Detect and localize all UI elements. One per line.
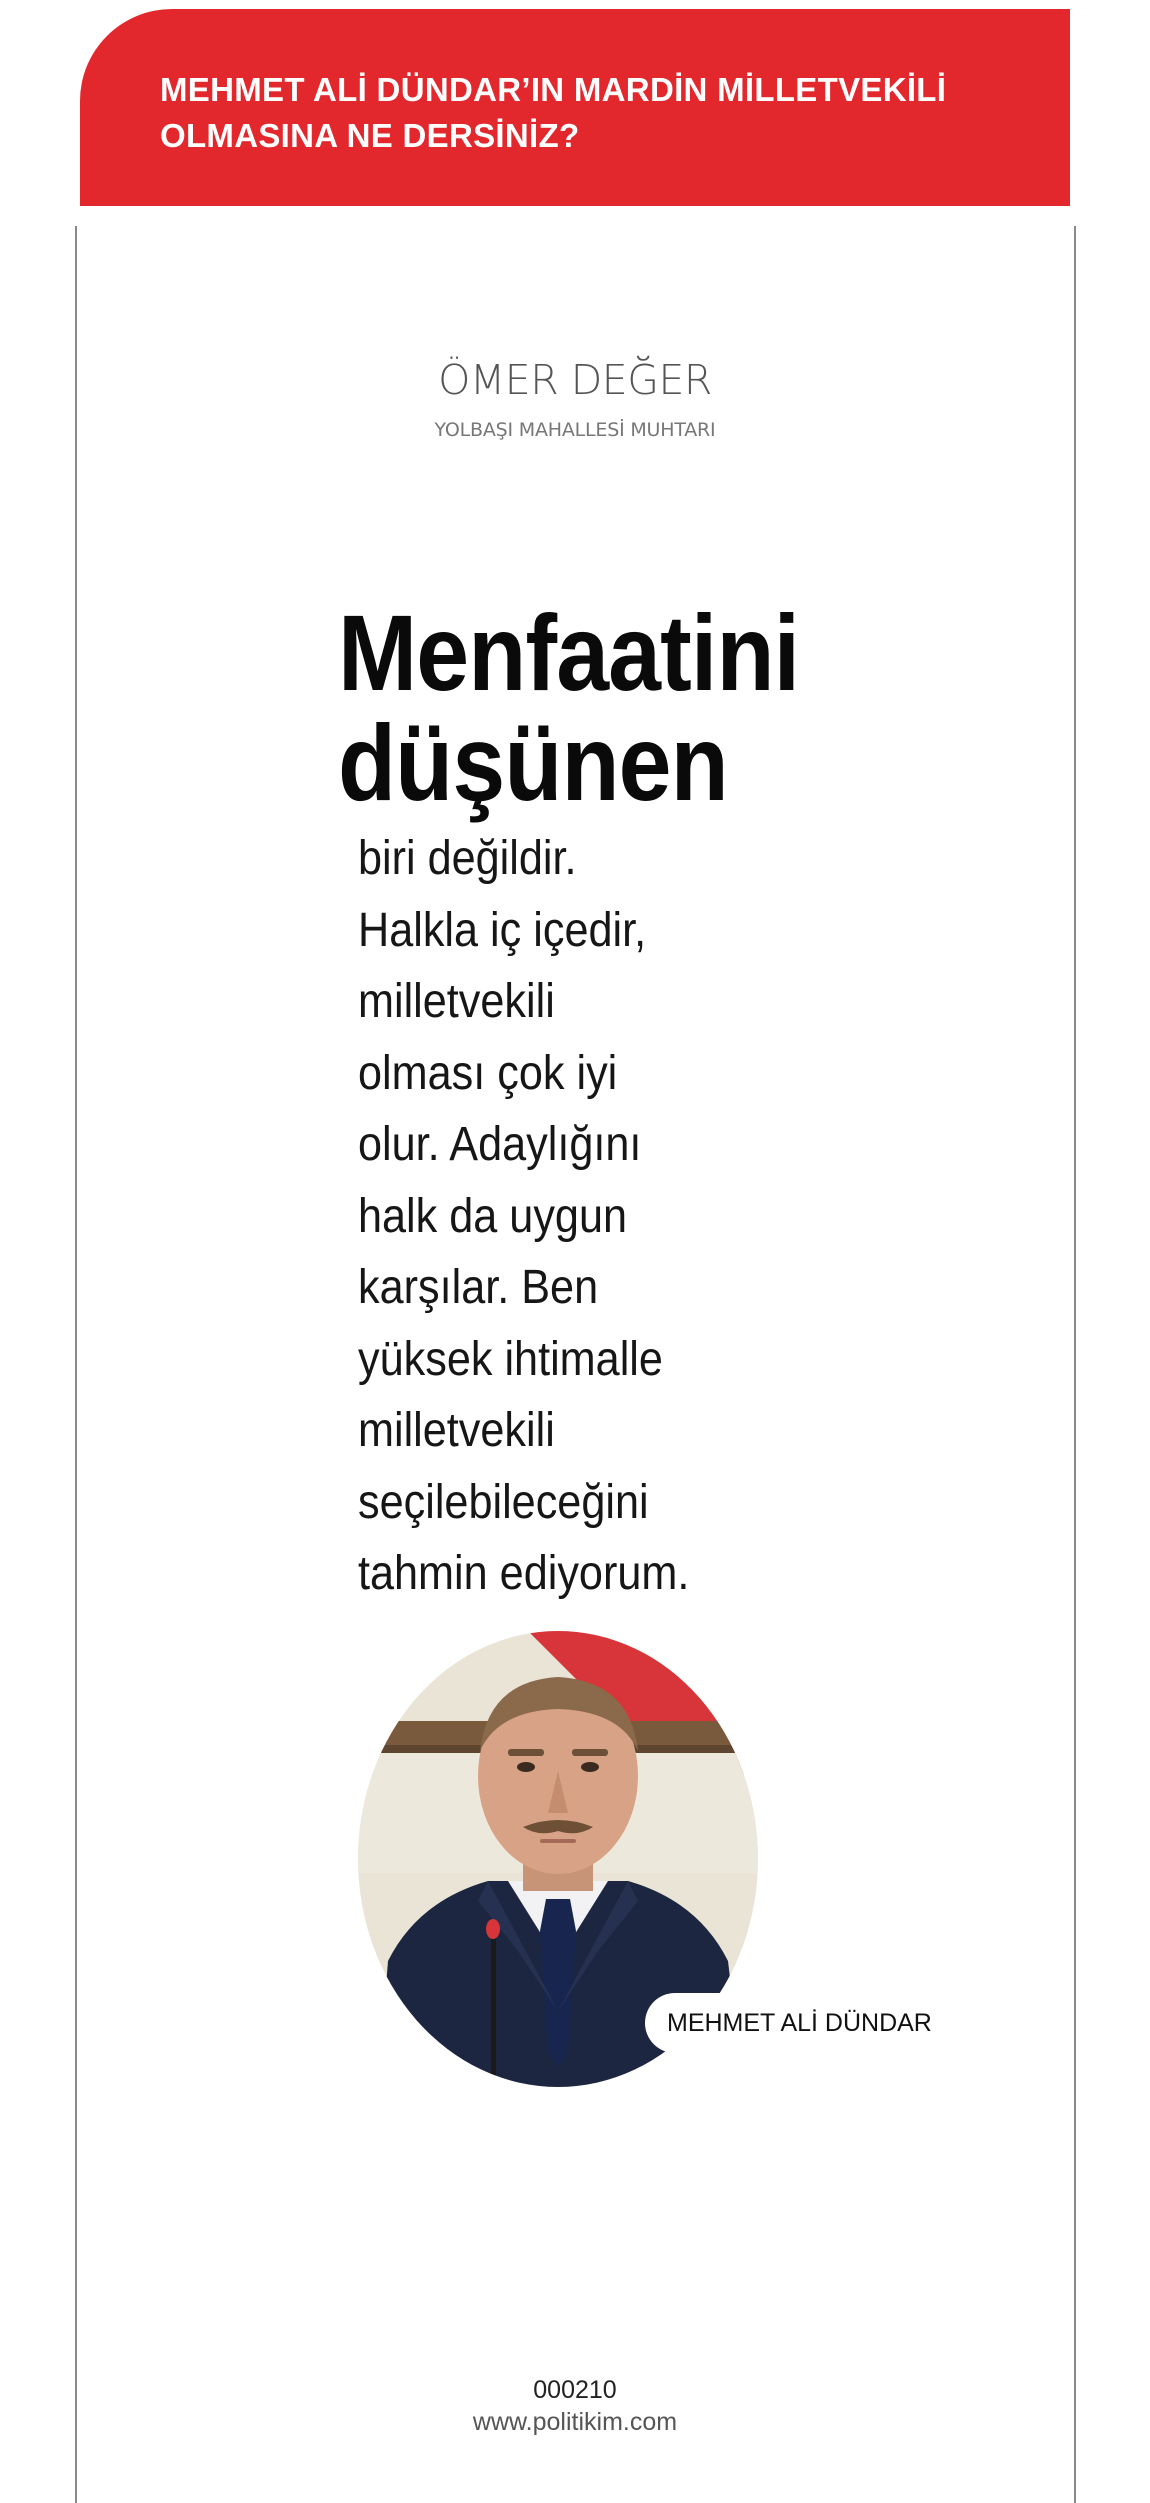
header-banner (80, 9, 1070, 206)
frame-border-right (1074, 226, 1076, 2503)
body-line: seçilebileceğini (358, 1475, 649, 1529)
quote-body (358, 823, 736, 1610)
quote-headline (338, 592, 866, 823)
author-role: YOLBAŞI MAHALLESİ MUHTARI (434, 419, 716, 441)
body-line: biri değildir. (358, 832, 577, 885)
body-line: milletvekili (358, 1404, 555, 1457)
footer-url: www.politikim.com (472, 2408, 678, 2436)
headline-line: düşünen (338, 702, 728, 823)
body-line: Halkla iç içedir, (358, 903, 647, 957)
body-line: halk da uygun (358, 1189, 628, 1243)
body-line: yüksek ihtimalle (358, 1332, 663, 1386)
body-line: olur. Adaylığını (358, 1118, 642, 1171)
body-line: tahmin ediyorum. (358, 1547, 690, 1600)
body-line: milletvekili (358, 975, 555, 1028)
page-title: MEHMET ALİ DÜNDAR’IN MARDİN MİLLETVEKİLİ OLMASINA NE DERSİNİZ? (160, 71, 947, 154)
photo-caption: MEHMET ALİ DÜNDAR (645, 1993, 958, 2053)
author-name: ÖMER DEĞER (438, 356, 712, 404)
frame-border-left (75, 226, 77, 2503)
footer-code: 000210 (533, 2376, 617, 2404)
body-line: olması çok iyi (358, 1046, 618, 1100)
headline-line: Menfaatini (338, 592, 800, 713)
body-line: karşılar. Ben (358, 1261, 599, 1314)
